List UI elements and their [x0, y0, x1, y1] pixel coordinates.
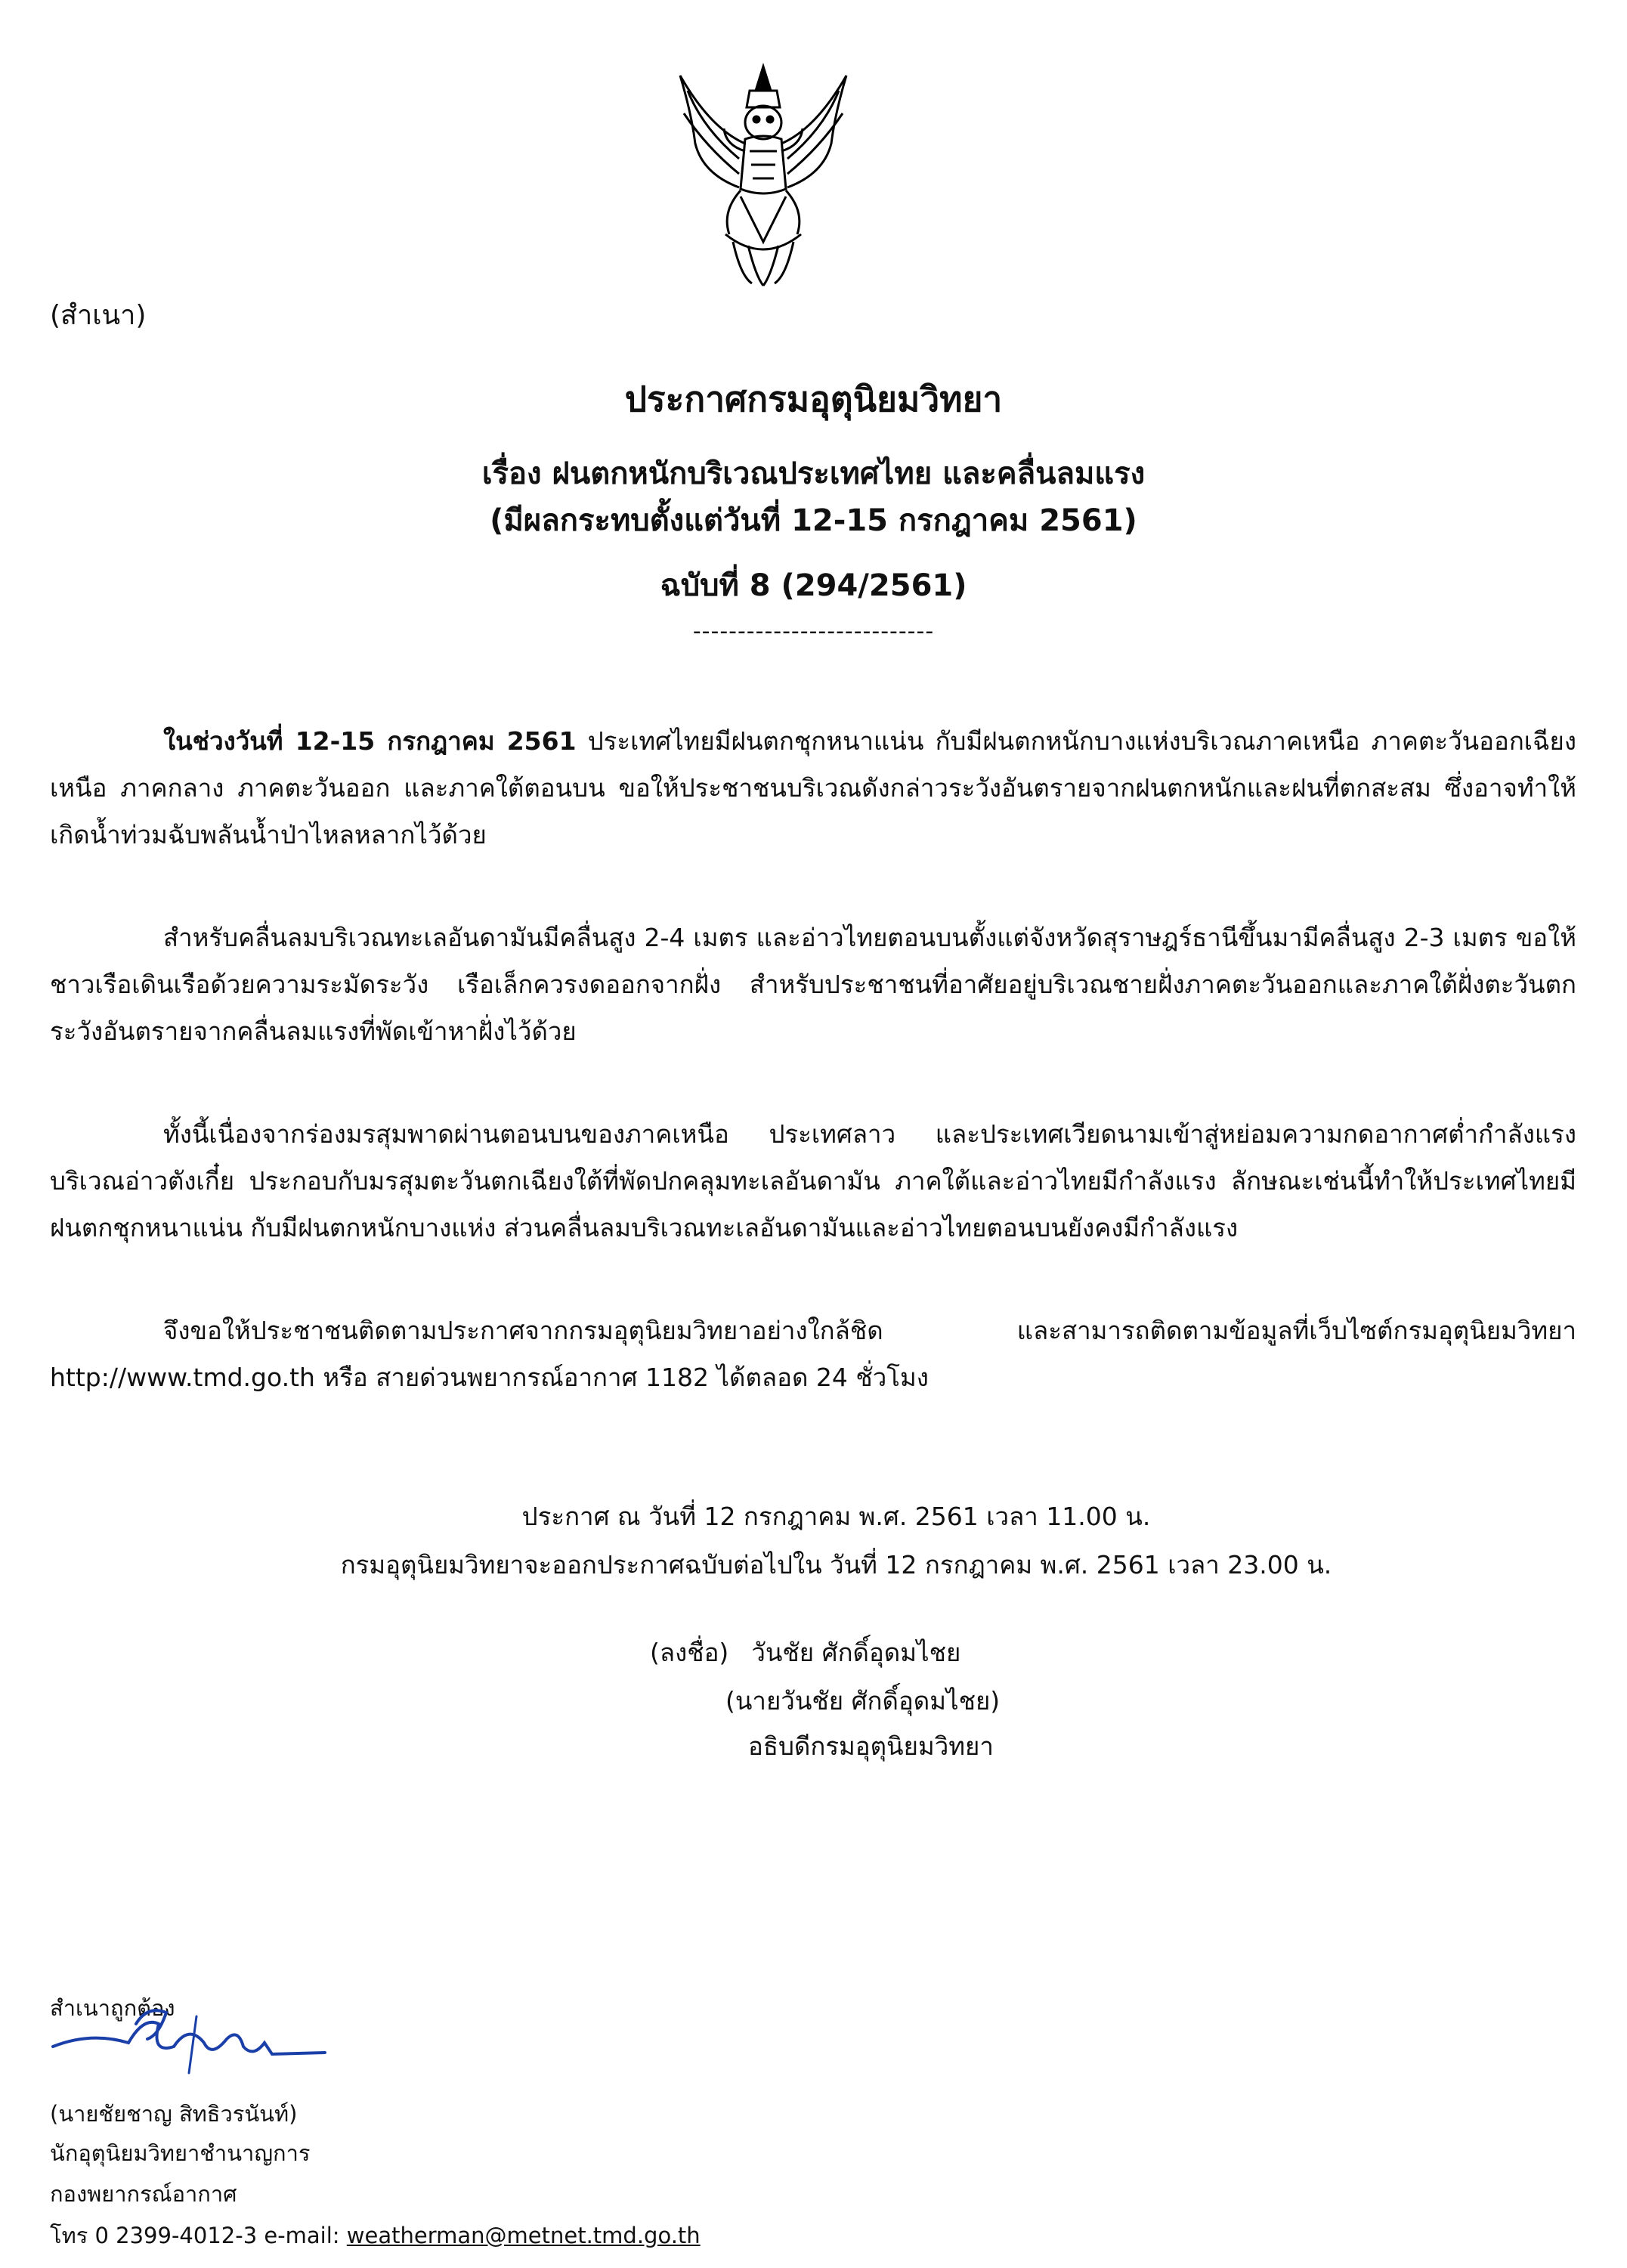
signatory-full-name: (นายวันชัย ศักดิ์อุดมไชย) — [725, 1686, 1001, 1716]
cause-text: ทั้งนี้เนื่องจากร่องมรสุมพาดผ่านตอนบนของภาคเหนือ ประเทศลาว และประเทศเวียดนามเข้าสู่หย่อมความกดอากาศต่ำกำลังแรงบริเวณอ่าวตังเกี๋ย ประกอบกับมรสุมตะวันตกเฉียงใต้ที่พัดปกคลุมทะเลอันดามัน ภาคใต้และอ่าวไทยมีกำลังแรง ลักษณะเช่นนี้ทำให้ประเทศไทยมีฝนตกชุกหนาแน่น กับมีฝนตกหนักบางแห่ง ส่วนคลื่นลมบริเวณทะเลอันดามันและอ่าวไทยตอนบนยังคงมีกำลังแรง — [50, 1119, 1576, 1242]
contact-phone: โทร 0 2399-4012-3 e-mail: — [50, 2223, 347, 2248]
copy-mark: (สำเนา) — [50, 300, 147, 331]
signed-label: (ลงชื่อ) — [650, 1638, 729, 1667]
forecast-period: ในช่วงวันที่ 12-15 กรกฎาคม 2561 — [163, 726, 577, 756]
paragraph-cause — [50, 1111, 1576, 1252]
garuda-emblem-icon — [650, 60, 877, 287]
waves-text: สำหรับคลื่นลมบริเวณทะเลอันดามันมีคลื่นสูง 2-4 เมตร และอ่าวไทยตอนบนตั้งแต่จังหวัดสุราษฎร์ธานีขึ้นมามีคลื่นสูง 2-3 เมตร ขอให้ชาวเรือเดินเรือด้วยความระมัดระวัง เรือเล็กควรงดออกจากฝั่ง สำหรับประชาชนที่อาศัยอยู่บริเวณชายฝั่งภาคตะวันออกและภาคใต้ฝั่งตะวันตก ระวังอันตรายจากคลื่นลมแรงที่พัดเข้าหาฝั่งไว้ด้วย — [50, 923, 1576, 1046]
paragraph-forecast — [50, 718, 1576, 859]
header-divider: --------------------------- — [692, 618, 935, 645]
contact-email-link[interactable]: weatherman@metnet.tmd.go.th — [346, 2223, 701, 2248]
signatory-position: อธิบดีกรมอุตุนิยมวิทยา — [748, 1731, 994, 1761]
signed-name: วันชัย ศักดิ์อุดมไชย — [751, 1638, 961, 1667]
announcement-subject: เรื่อง ฝนตกหนักบริเวณประเทศไทย และคลื่นลมแรง — [481, 456, 1146, 491]
signed-line — [650, 1632, 960, 1672]
announcement-effect-period: (มีผลกระทบตั้งแต่วันที่ 12-15 กรกฎาคม 2561) — [490, 503, 1137, 538]
advice-text: จึงขอให้ประชาชนติดตามประกาศจากกรมอุตุนิยมวิทยาอย่างใกล้ชิด และสามารถติดตามข้อมูลที่เว็บไซต์กรมอุตุนิยมวิทยา http://www.tmd.go.th หรือ สายด่วนพยากรณ์อากาศ 1182 ได้ตลอด 24 ชั่วโมง — [50, 1316, 1576, 1392]
paragraph-waves — [50, 914, 1576, 1055]
paragraph-advice — [50, 1307, 1576, 1401]
announce-date-line: ประกาศ ณ วันที่ 12 กรกฎาคม พ.ศ. 2561 เวลา 11.00 น. — [521, 1502, 1151, 1531]
certifier-division: กองพยากรณ์อากาศ — [50, 2181, 237, 2207]
certified-copy-label: สำเนาถูกต้อง — [50, 1995, 175, 2021]
announcement-issue-number: ฉบับที่ 8 (294/2561) — [660, 568, 967, 603]
handwritten-signature-icon — [45, 2001, 333, 2084]
certifier-position: นักอุตุนิยมวิทยาชำนาญการ — [50, 2140, 311, 2166]
announcement-title: ประกาศกรมอุตุนิยมวิทยา — [624, 379, 1003, 419]
forecast-text: ประเทศไทยมีฝนตกชุกหนาแน่น กับมีฝนตกหนักบางแห่งบริเวณภาคเหนือ ภาคตะวันออกเฉียงเหนือ ภาคกลาง ภาคตะวันออก และภาคใต้ตอนบน ขอให้ประชาชนบริเวณดังกล่าวระวังอันตรายจากฝนตกหนักและฝนที่ตกสะสม ซึ่งอาจทำให้เกิดน้ำท่วมฉับพลันน้ำป่าไหลหลากไว้ด้วย — [50, 726, 1577, 849]
contact-line — [50, 2218, 701, 2253]
certifier-name: (นายชัยชาญ สิทธิวรนันท์) — [50, 2101, 298, 2127]
next-announcement-line: กรมอุตุนิยมวิทยาจะออกประกาศฉบับต่อไปใน วันที่ 12 กรกฎาคม พ.ศ. 2561 เวลา 23.00 น. — [340, 1550, 1332, 1580]
